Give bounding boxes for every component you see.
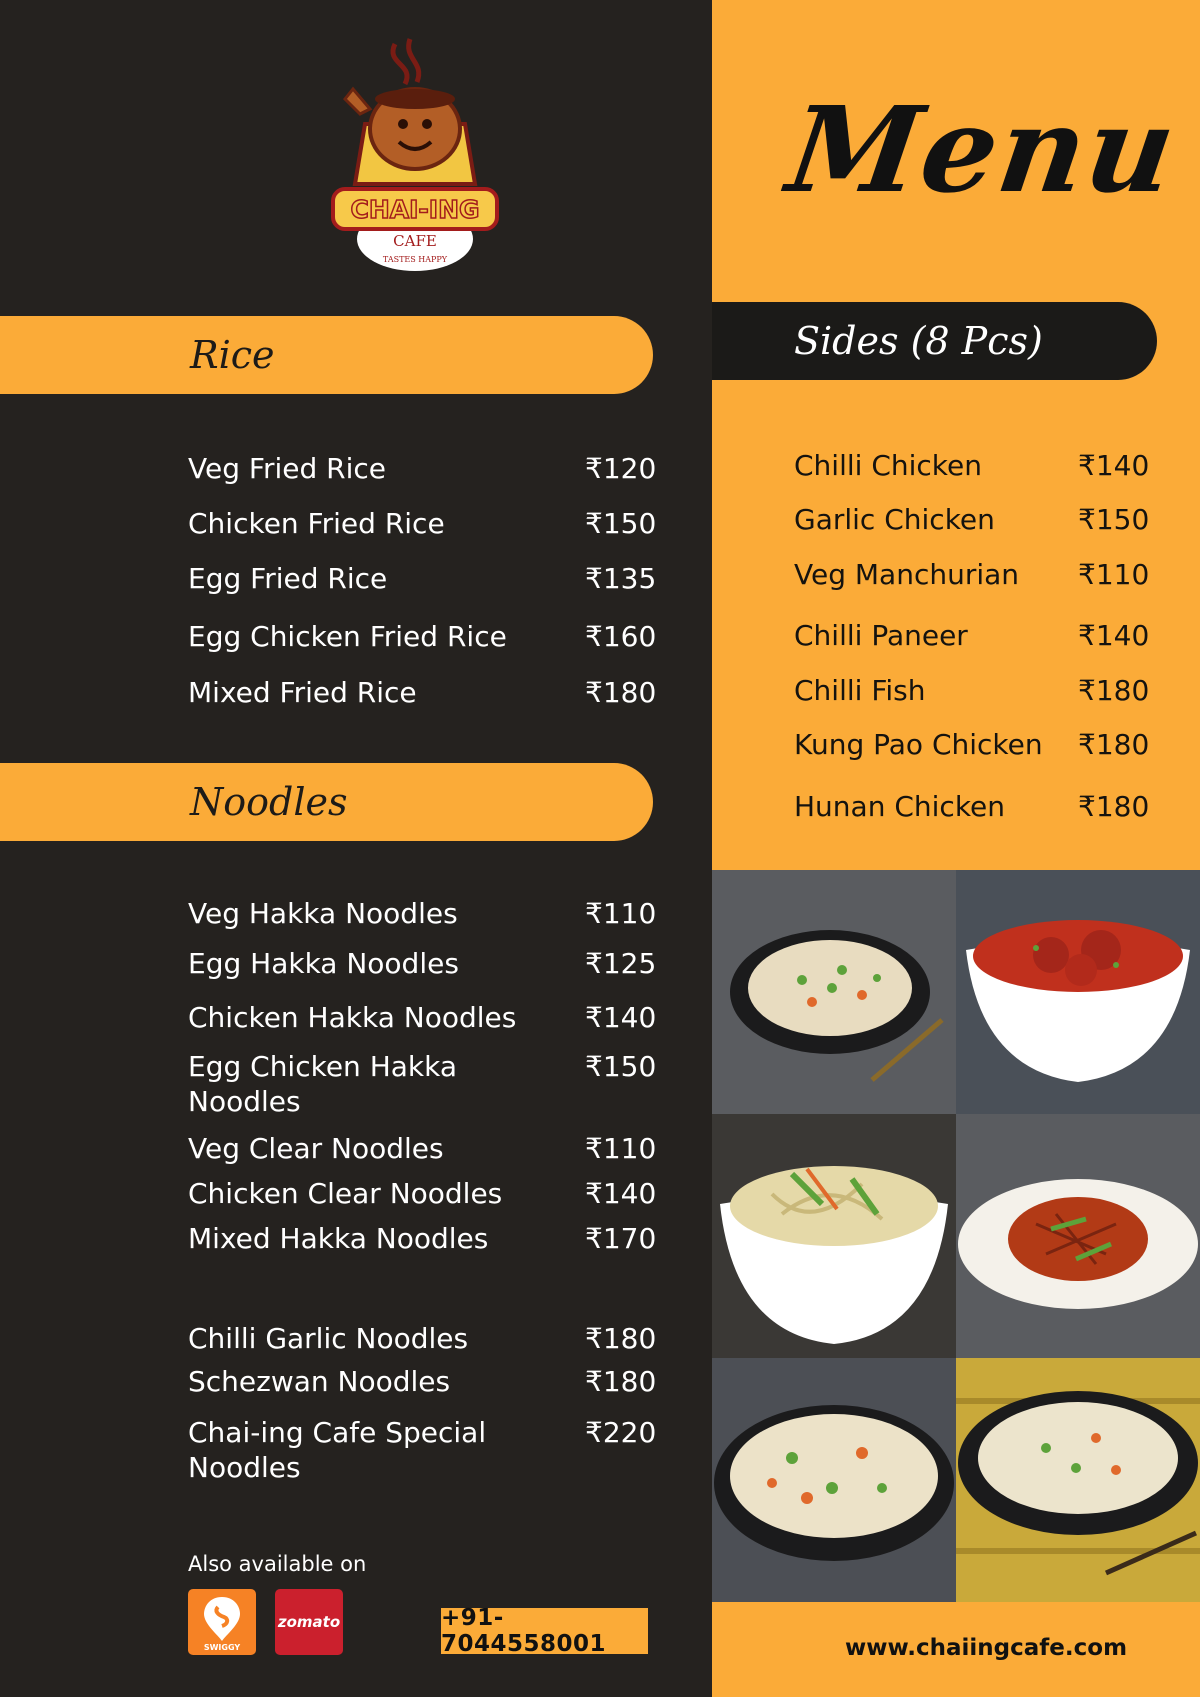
menu-item-price: ₹140: [585, 1001, 657, 1034]
menu-item-price: ₹180: [585, 676, 657, 709]
logo-text: CHAI-ING: [350, 195, 480, 224]
menu-item-name: Chai-ing Cafe Special Noodles: [188, 1416, 487, 1484]
mixed-rice-photo: [712, 1358, 956, 1602]
svg-text:CAFE: CAFE: [393, 232, 437, 250]
menu-item-name: Garlic Chicken: [794, 503, 995, 536]
menu-item-name: Veg Manchurian: [794, 558, 1020, 591]
menu-item-name: Chilli Chicken: [794, 449, 982, 482]
food-photo-grid: [712, 870, 1200, 1602]
menu-item-name: Egg Hakka Noodles: [188, 947, 459, 980]
menu-item-name: Chilli Fish: [794, 674, 926, 707]
menu-item-price: ₹140: [585, 1177, 657, 1210]
menu-item-price: ₹180: [1078, 674, 1150, 707]
menu-item-name: Egg Chicken Hakka Noodles: [188, 1050, 458, 1118]
svg-text:TASTES HAPPY: TASTES HAPPY: [382, 255, 448, 264]
menu-item-name: Chicken Hakka Noodles: [188, 1001, 517, 1034]
menu-item-name: Veg Fried Rice: [188, 452, 386, 485]
menu-item-name: Kung Pao Chicken: [794, 728, 1043, 761]
sides-heading: Sides (8 Pcs): [794, 319, 1043, 363]
fried-rice-photo: [712, 870, 956, 1114]
menu-item-price: ₹160: [585, 620, 657, 653]
menu-item-name: Egg Fried Rice: [188, 562, 388, 595]
menu-item-price: ₹125: [585, 947, 657, 980]
noodles-heading: Noodles: [190, 780, 348, 824]
menu-item-price: ₹150: [585, 1050, 657, 1083]
menu-item-name: Veg Clear Noodles: [188, 1132, 444, 1165]
rice-heading: Rice: [190, 333, 275, 377]
menu-item-price: ₹150: [1078, 503, 1150, 536]
menu-item-name: Chicken Fried Rice: [188, 507, 445, 540]
menu-item-price: ₹180: [1078, 790, 1150, 823]
rice-heading-pill: [0, 316, 653, 394]
hakka-noodles-photo: [712, 1114, 956, 1358]
menu-item-name: Veg Hakka Noodles: [188, 897, 458, 930]
svg-text:zomato: zomato: [277, 1613, 341, 1631]
schezwan-noodles-photo: [956, 1114, 1200, 1358]
menu-item-price: ₹180: [585, 1322, 657, 1355]
menu-item-name: Chilli Garlic Noodles: [188, 1322, 469, 1355]
menu-item-name: Mixed Hakka Noodles: [188, 1222, 489, 1255]
menu-item-price: ₹110: [585, 897, 657, 930]
website-link[interactable]: www.chaiingcafe.com: [845, 1635, 1128, 1661]
menu-item-price: ₹170: [585, 1222, 657, 1255]
menu-item-price: ₹140: [1078, 619, 1150, 652]
cafe-logo: [325, 24, 505, 274]
menu-item-price: ₹120: [585, 452, 657, 485]
menu-item-name: Schezwan Noodles: [188, 1365, 451, 1398]
phone-number[interactable]: +91-7044558001: [441, 1608, 648, 1654]
menu-item-price: ₹180: [585, 1365, 657, 1398]
egg-rice-photo: [956, 1358, 1200, 1602]
chilli-chicken-photo: [956, 870, 1200, 1114]
svg-text:SWIGGY: SWIGGY: [203, 1643, 241, 1652]
menu-item-name: Hunan Chicken: [794, 790, 1006, 823]
menu-item-name: Chilli Paneer: [794, 619, 968, 652]
zomato-logo[interactable]: [275, 1589, 343, 1655]
menu-item-price: ₹110: [585, 1132, 657, 1165]
menu-title: Menu: [780, 80, 1186, 219]
menu-item-price: ₹180: [1078, 728, 1150, 761]
menu-item-name: Egg Chicken Fried Rice: [188, 620, 507, 653]
menu-item-price: ₹150: [585, 507, 657, 540]
menu-item-price: ₹220: [585, 1416, 657, 1449]
swiggy-logo[interactable]: [188, 1589, 256, 1655]
noodles-heading-pill: [0, 763, 653, 841]
menu-item-name: Mixed Fried Rice: [188, 676, 417, 709]
menu-item-price: ₹135: [585, 562, 657, 595]
menu-item-price: ₹140: [1078, 449, 1150, 482]
menu-item-price: ₹110: [1078, 558, 1150, 591]
also-available-label: Also available on: [188, 1552, 367, 1576]
menu-item-name: Chicken Clear Noodles: [188, 1177, 503, 1210]
